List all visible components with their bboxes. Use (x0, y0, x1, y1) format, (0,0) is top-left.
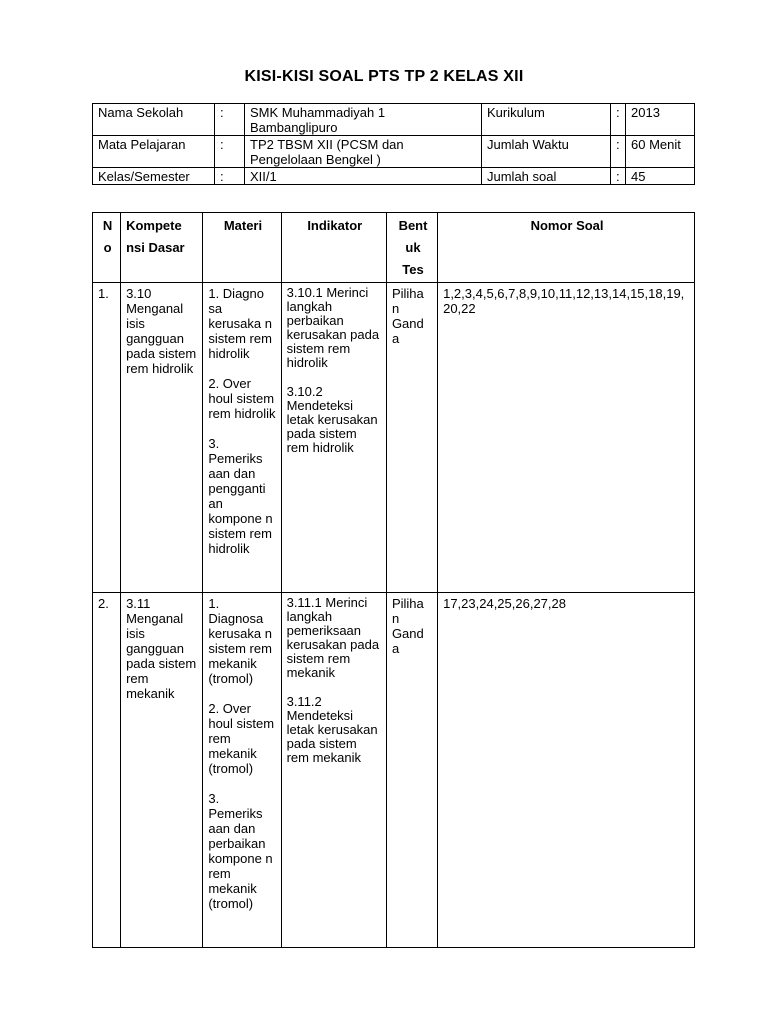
materi-item: 2. Over houl sistem rem mekanik (tromol) (208, 701, 275, 776)
cell-materi (203, 283, 281, 593)
info-value: 45 (626, 168, 695, 185)
indikator-item: 3.10.1 Merinci langkah perbaikan kerusakan pada sistem rem hidrolik (286, 285, 380, 370)
info-colon: : (215, 104, 245, 136)
info-label: Nama Sekolah (93, 104, 215, 136)
header-kompetensi (121, 213, 203, 283)
info-value: 2013 (626, 104, 695, 136)
info-value: XII/1 (245, 168, 482, 185)
info-colon: : (611, 136, 626, 168)
info-colon: : (215, 136, 245, 168)
header-text: N (102, 218, 113, 233)
info-value: 60 Menit (626, 136, 695, 168)
cell-indikator (281, 593, 386, 948)
info-row-school (93, 104, 695, 136)
question-grid-table (92, 212, 695, 948)
cell-no: 2. (93, 593, 121, 948)
header-text: uk (405, 240, 421, 255)
school-info-table (92, 103, 695, 185)
header-no (93, 213, 121, 283)
info-label: Kelas/Semester (93, 168, 215, 185)
header-nomor-soal: Nomor Soal (438, 213, 695, 283)
table-header-row (93, 213, 695, 283)
cell-no: 1. (93, 283, 121, 593)
materi-item: 1. Diagno sa kerusaka n sistem rem hidrolik (208, 286, 272, 361)
info-label: Kurikulum (482, 104, 611, 136)
materi-item: 3. Pemeriks aan dan perbaikan kompone n rem mekanik (tromol) (208, 791, 273, 911)
header-text: Bent (398, 218, 428, 233)
header-indikator: Indikator (281, 213, 386, 283)
header-materi: Materi (203, 213, 281, 283)
materi-item: 1. Diagnosa kerusaka n sistem rem mekanik (tromol) (208, 596, 272, 686)
info-value: TP2 TBSM XII (PCSM dan Pengelolaan Bengkel ) (245, 136, 482, 168)
info-label: Jumlah Waktu (482, 136, 611, 168)
indikator-item: 3.11.1 Merinci langkah pemeriksaan kerusakan pada sistem rem mekanik (286, 595, 380, 680)
cell-kompetensi: 3.11 Menganal isis gangguan pada sistem rem mekanik (121, 593, 203, 948)
header-text: Kompete (126, 218, 182, 233)
indikator-item: 3.10.2 Mendeteksi letak kerusakan pada sistem rem hidrolik (286, 384, 378, 455)
cell-bentuk: Piliha n Gand a (386, 593, 437, 948)
cell-indikator (281, 283, 386, 593)
table-row (93, 593, 695, 948)
header-text: o (103, 240, 112, 255)
table-row (93, 283, 695, 593)
info-colon: : (215, 168, 245, 185)
header-text: Tes (402, 262, 424, 277)
header-bentuk (386, 213, 437, 283)
materi-item: 2. Over houl sistem rem hidrolik (208, 376, 276, 421)
info-value: SMK Muhammadiyah 1 Bambanglipuro (245, 104, 482, 136)
cell-nomor-soal: 1,2,3,4,5,6,7,8,9,10,11,12,13,14,15,18,19,20,22 (438, 283, 695, 593)
info-row-class (93, 168, 695, 185)
cell-kompetensi: 3.10 Menganal isis gangguan pada sistem rem hidrolik (121, 283, 203, 593)
cell-bentuk: Piliha n Gand a (386, 283, 437, 593)
indikator-item: 3.11.2 Mendeteksi letak kerusakan pada sistem rem mekanik (286, 694, 378, 765)
document-title: KISI-KISI SOAL PTS TP 2 KELAS XII (244, 68, 524, 85)
info-label: Jumlah soal (482, 168, 611, 185)
cell-materi (203, 593, 281, 948)
info-colon: : (611, 168, 626, 185)
info-label: Mata Pelajaran (93, 136, 215, 168)
header-text: nsi Dasar (126, 240, 185, 255)
info-row-subject (93, 136, 695, 168)
cell-nomor-soal: 17,23,24,25,26,27,28 (438, 593, 695, 948)
info-colon: : (611, 104, 626, 136)
materi-item: 3. Pemeriks aan dan pengganti an kompone n sistem rem hidrolik (208, 436, 273, 556)
